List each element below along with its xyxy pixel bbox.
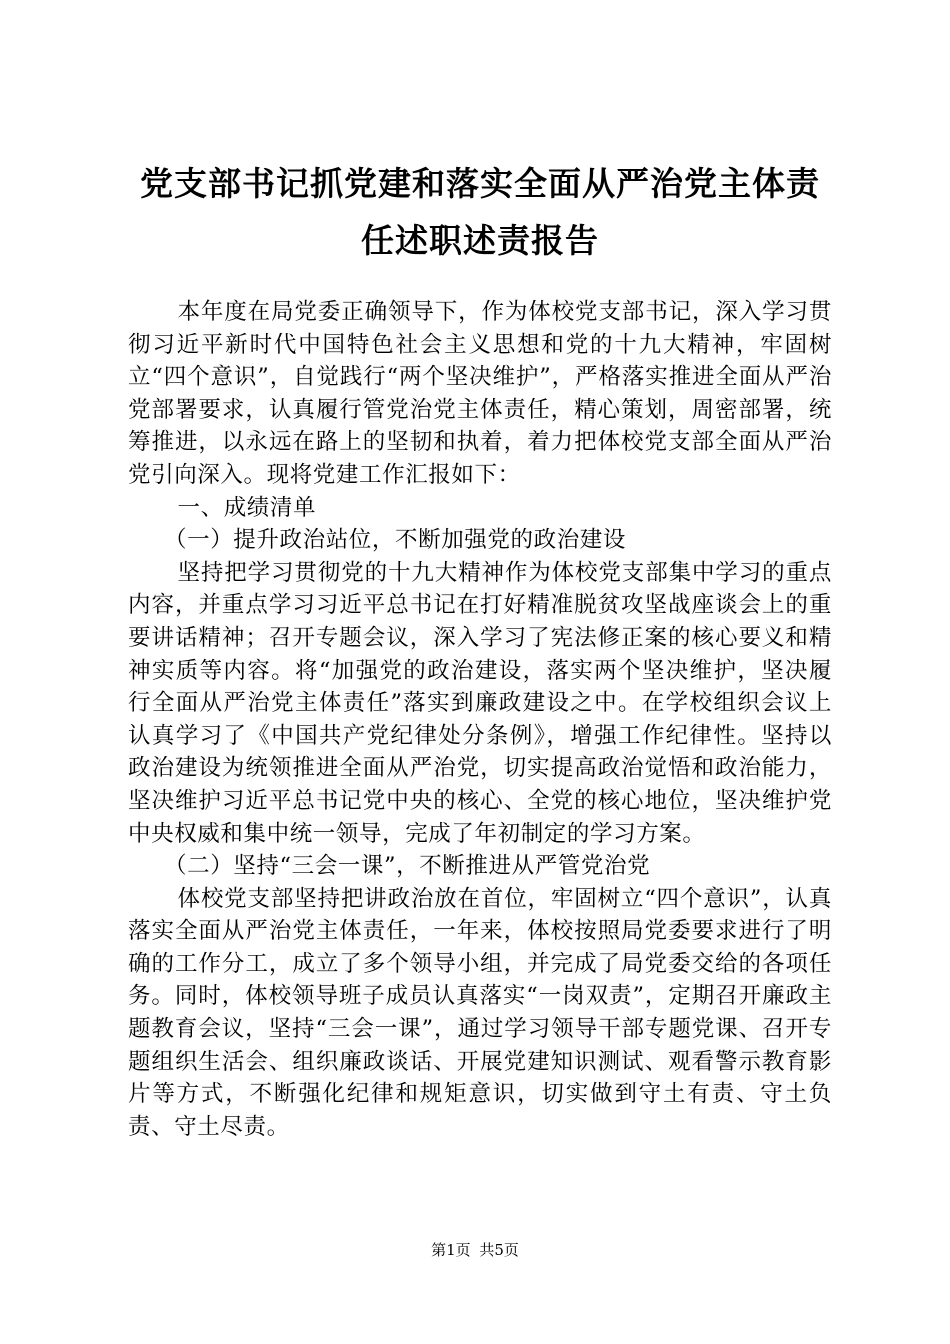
subsection-heading-2: （二）坚持“三会一课”，不断推进从严管党治党 xyxy=(164,853,651,880)
page-total: 共5页 xyxy=(479,1241,519,1259)
section-heading-achievements: 一、成绩清单 xyxy=(177,494,317,521)
document-title-line-1: 党支部书记抓党建和落实全面从严治党主体责 xyxy=(140,164,820,203)
document-body xyxy=(128,296,832,1143)
body-paragraph-2: 体校党支部坚持把讲政治放在首位，牢固树立“四个意识”，认真落实全面从严治党主体责任，一年来，体校按照局党委要求进行了明确的工作分工，成立了多个领导小组，并完成了局党委交给的各项任务。同时，体校领导班子成员认真落实“一岗双责”，定期召开廉政主题教育会议，坚持“三会一课”，通过学习领导干部专题党课、召开专题组织生活会、组织廉政谈话、开展党建知识测试、观看警示教育影片等方式，不断强化纪律和规矩意识，切实做到守土有责、守土负责、守土尽责。 xyxy=(128,885,832,1140)
intro-paragraph: 本年度在局党委正确领导下，作为体校党支部书记，深入学习贯彻习近平新时代中国特色社会主义思想和党的十九大精神，牢固树立“四个意识”，自觉践行“两个坚决维护”，严格落实推进全面从严治党部署要求，认真履行管党治党主体责任，精心策划，周密部署，统筹推进，以永远在路上的坚韧和执着，着力把体校党支部全面从严治党引向深入。现将党建工作汇报如下： xyxy=(128,299,832,488)
document-title-line-2: 任述职述责报告 xyxy=(361,221,599,260)
page-footer xyxy=(0,1240,950,1260)
subsection-heading-1: （一）提升政治站位，不断加强党的政治建设 xyxy=(164,527,627,554)
page-number: 第1页 xyxy=(431,1241,471,1259)
body-paragraph-1: 坚持把学习贯彻党的十九大精神作为体校党支部集中学习的重点内容，并重点学习习近平总书记在打好精准脱贫攻坚战座谈会上的重要讲话精神；召开专题会议，深入学习了宪法修正案的核心要义和精神实质等内容。将“加强党的政治建设，落实两个坚决维护，坚决履行全面从严治党主体责任”落实到廉政建设之中。在学校组织会议上认真学习了《中国共产党纪律处分条例》，增强工作纪律性。坚持以政治建设为统领推进全面从严治党，切实提高政治觉悟和政治能力，坚决维护习近平总书记党中央的核心、全党的核心地位，坚决维护党中央权威和集中统一领导，完成了年初制定的学习方案。 xyxy=(128,559,832,847)
